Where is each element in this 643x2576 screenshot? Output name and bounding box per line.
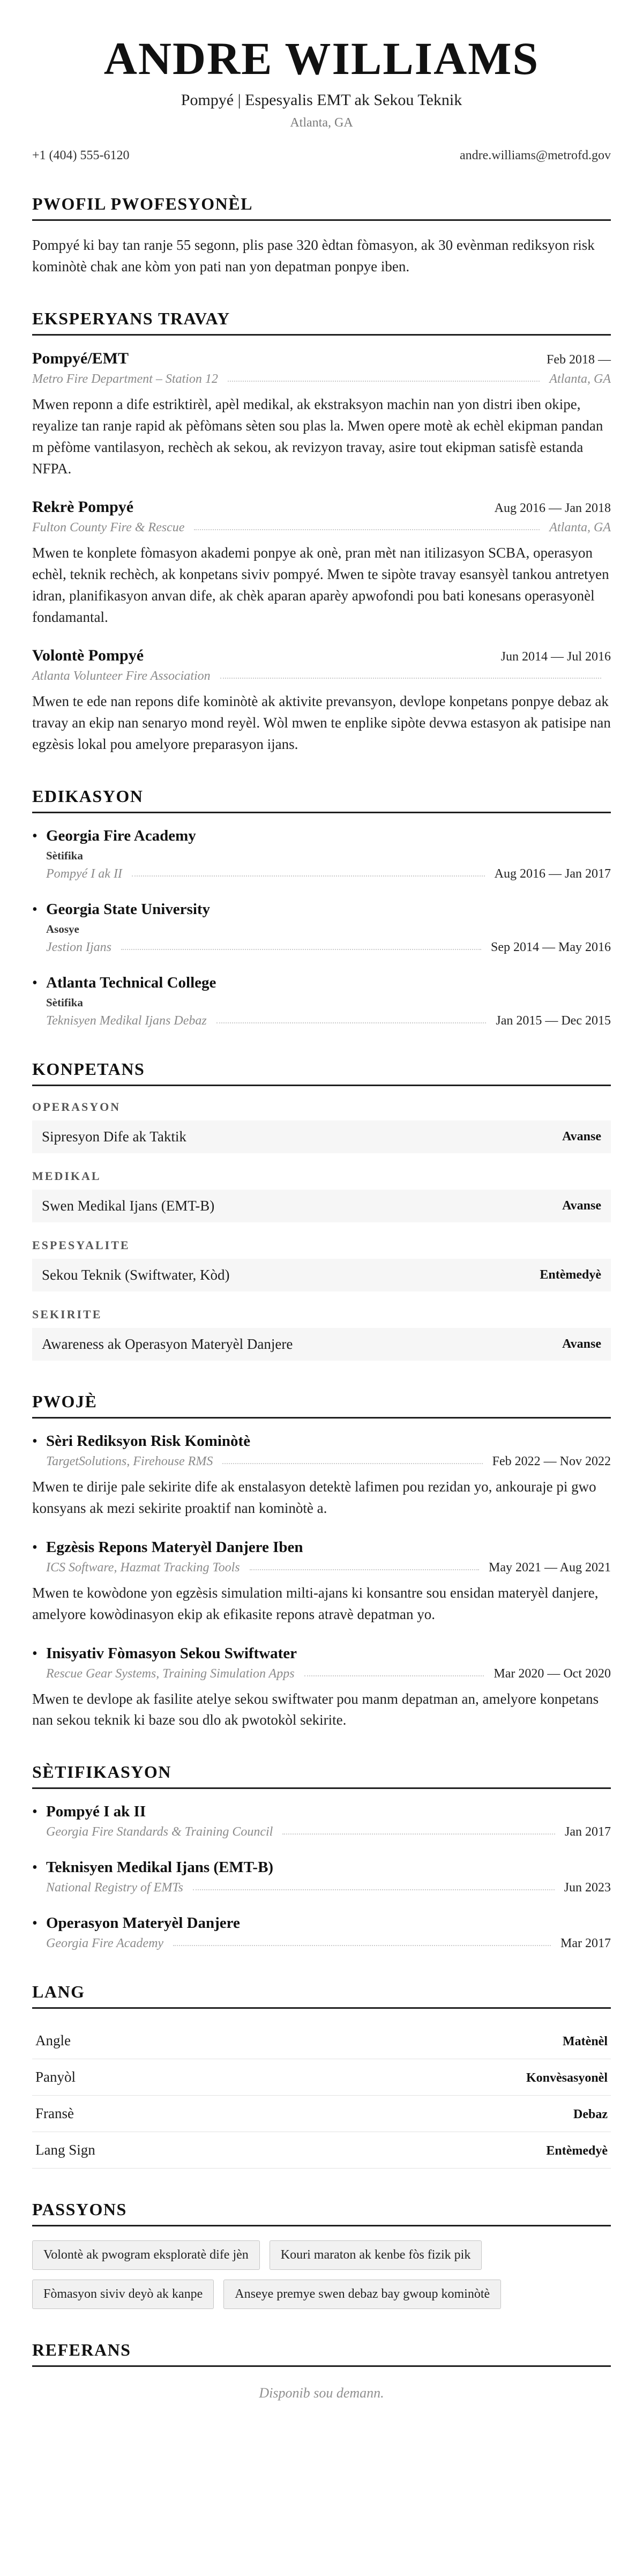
job-dates: Feb 2018 — [547,353,611,367]
section-projects [32,1392,611,1732]
field-of-study: Jestion Ijans [46,940,111,954]
skill-row [32,1259,611,1291]
section-profile [32,194,611,278]
degree-type: Sètifika [46,849,83,862]
skill-category: MEDIKAL [32,1169,101,1183]
skill-category: OPERASYON [32,1100,121,1113]
candidate-name: ANDRE WILLIAMS [103,33,540,84]
bullet-icon [32,828,46,845]
dotted-leader [194,529,540,530]
dotted-leader [132,875,485,877]
language-level: Debaz [573,2107,608,2122]
skill-name: Awareness ak Operasyon Materyèl Danjere [42,1335,293,1352]
language-name: Fransè [35,2105,74,2122]
project-item [32,1645,611,1732]
project-name: Sèri Rediksyon Risk Kominòtè [46,1432,251,1450]
education-dates: Sep 2014 — May 2016 [491,940,611,954]
job-description: Mwen reponn a dife estriktirèl, apèl medikal, ak ekstraksyon machin nan yon distri iben okipe, reyalize tan ranje rapid ak pèfòmans sèten sou plas la. Mwen opere motè ak echèl ekipman pandan m pèfòme vantilasyon, rechèch ak sekou, ak revizyon travay, asire tout ekipman satisfè estanda NFPA. [32,396,603,477]
job-location: Atlanta, GA [549,372,611,387]
dotted-leader [173,1945,551,1946]
project-tools: TargetSolutions, Firehouse RMS [46,1454,213,1468]
language-row [32,2132,611,2169]
bullet-icon [32,975,46,992]
skill-category: ESPESYALITE [32,1238,130,1252]
dotted-leader [304,1675,484,1676]
certification-date: Jun 2023 [564,1881,611,1895]
skill-category: SEKIRITE [32,1307,102,1321]
section-experience [32,309,611,755]
project-name: Inisyativ Fòmasyon Sekou Swiftwater [46,1644,297,1662]
dotted-leader [216,1022,487,1023]
school-name: Georgia State University [46,900,211,918]
language-level: Konvèsasyonèl [526,2071,608,2085]
references-section-title: REFERANS [32,2340,611,2367]
language-level: Matènèl [563,2035,608,2049]
project-description: Mwen te devlope ak fasilite atelye sekou swiftwater pou manm depatman an, amelyore konpetans nan sekou teknik ki baze sou dlo ak pwotokòl sekirite. [32,1690,599,1728]
skills-section-title: KONPETANS [32,1059,611,1086]
passion-chips [32,2240,611,2309]
passion-chip: Volontè ak pwogram eksploratè dife jèn [32,2240,260,2270]
language-level: Entèmedyè [546,2144,608,2158]
degree-type: Sètifika [46,996,83,1009]
skill-group [32,1238,611,1291]
bullet-icon [32,1433,46,1450]
job-description: Mwen te konplete fòmasyon akademi ponpye ak onè, pran mèt nan itilizasyon SCBA, operasyon echèl, teknik rechèch, ak konpetans siviv pompyé. Mwen te sipòte travay esansyèl tankou antretyen idran, planifikasyon anvan dife, ak chèk aparan aparèy apwofondi pou bati konesans operasyonèl fondamantal. [32,545,609,625]
language-row [32,2096,611,2132]
education-section-title: EDIKASYON [32,786,611,813]
skill-level: Avanse [562,1129,601,1144]
language-name: Lang Sign [35,2142,95,2158]
section-passions [32,2200,611,2309]
project-description: Mwen te dirije pale sekirite dife ak enstalasyon detektè lafimen pou rezidan yo, ankouraje pi gwo konsyans ak mezi sekirite proaktif nan kominòtè a. [32,1478,596,1516]
certification-item [32,1803,611,1839]
phone-number: +1 (404) 555-6120 [32,149,130,163]
job-title: Rekrè Pompyé [32,498,134,516]
company-name: Metro Fire Department – Station 12 [32,372,218,387]
job-title: Volontè Pompyé [32,646,144,664]
education-dates: Aug 2016 — Jan 2017 [494,866,611,881]
project-item [32,1539,611,1625]
skill-level: Avanse [562,1337,601,1351]
school-name: Atlanta Technical College [46,974,216,991]
job-location: Atlanta, GA [549,521,611,535]
school-name: Georgia Fire Academy [46,827,196,844]
certification-item [32,1859,611,1895]
passion-chip: Fòmasyon siviv deyò ak kanpe [32,2280,214,2309]
candidate-title: Pompyé | Espesyalis EMT ak Sekou Teknik [181,91,462,109]
company-name: Fulton County Fire & Rescue [32,521,185,535]
skill-name: Swen Medikal Ijans (EMT-B) [42,1197,215,1214]
certification-issuer: National Registry of EMTs [46,1881,183,1895]
job-dates: Aug 2016 — Jan 2018 [494,501,611,516]
job-dates: Jun 2014 — Jul 2016 [500,649,611,664]
project-dates: May 2021 — Aug 2021 [489,1560,611,1575]
project-dates: Feb 2022 — Nov 2022 [492,1454,611,1468]
experience-item [32,498,611,628]
section-education [32,786,611,1028]
email-address: andre.williams@metrofd.gov [459,149,611,163]
bullet-icon [32,1803,46,1821]
project-name: Egzèsis Repons Materyèl Danjere Iben [46,1538,303,1556]
section-skills [32,1059,611,1361]
profile-text: Pompyé ki bay tan ranje 55 segonn, plis pase 320 èdtan fòmasyon, ak 30 evènman rediksyon risk kominòtè chak ane kòm yon pati nan yon depatman ponpye iben. [32,237,595,275]
bullet-icon [32,901,46,918]
section-certifications [32,1762,611,1951]
dotted-leader [228,381,540,382]
section-references [32,2340,611,2401]
certification-name: Teknisyen Medikal Ijans (EMT-B) [46,1859,274,1876]
certification-item [32,1914,611,1951]
project-item [32,1432,611,1519]
education-dates: Jan 2015 — Dec 2015 [496,1013,611,1028]
skill-name: Sipresyon Dife ak Taktik [42,1128,186,1145]
project-dates: Mar 2020 — Oct 2020 [494,1666,611,1681]
dotted-leader [282,1833,555,1835]
skill-row [32,1120,611,1153]
field-of-study: Teknisyen Medikal Ijans Debaz [46,1013,207,1028]
project-description: Mwen te kowòdone yon egzèsis simulation milti-ajans ki konsantre sou ensidan materyèl danjere, amelyore kowòdinasyon ekip ak efikasite repons atravè depatman yo. [32,1584,599,1622]
section-languages [32,1982,611,2169]
skill-group [32,1169,611,1222]
dotted-leader [250,1569,479,1570]
certification-date: Jan 2017 [565,1825,611,1839]
project-tools: ICS Software, Hazmat Tracking Tools [46,1560,240,1575]
experience-section-title: EKSPERYANS TRAVAY [32,309,611,336]
education-item [32,901,611,955]
bullet-icon [32,1859,46,1876]
dotted-leader [222,1463,482,1464]
bullet-icon [32,1539,46,1556]
certification-name: Operasyon Materyèl Danjere [46,1914,240,1932]
skill-level: Entèmedyè [540,1267,601,1282]
skill-row [32,1328,611,1361]
certification-name: Pompyé I ak II [46,1803,146,1821]
languages-section-title: LANG [32,1982,611,2009]
language-row [32,2023,611,2059]
passion-chip: Kouri maraton ak kenbe fòs fizik pik [270,2240,482,2270]
skill-row [32,1190,611,1222]
contact-row [32,149,611,163]
language-row [32,2059,611,2096]
job-description: Mwen te ede nan repons dife kominòtè ak aktivite prevansyon, devlope konpetans ponpye debaz ak travay an ekip nan senaryo mond reyèl. Wòl mwen te enplike sipòte devwa estasyon ak patisipe nan egzèsis lokal pou amelyore preparasyon ijans. [32,693,611,752]
passions-section-title: PASSYONS [32,2200,611,2226]
projects-section-title: PWOJÈ [32,1392,611,1419]
dotted-leader [193,1889,555,1890]
dotted-leader [220,678,601,679]
job-title: Pompyé/EMT [32,350,129,368]
field-of-study: Pompyé I ak II [46,866,122,881]
degree-type: Asosye [46,922,79,936]
resume-header [32,34,611,163]
language-name: Angle [35,2032,71,2049]
passion-chip: Anseye premye swen debaz bay gwoup kominòtè [223,2280,501,2309]
certification-issuer: Georgia Fire Standards & Training Council [46,1825,273,1839]
certification-date: Mar 2017 [560,1936,611,1951]
education-item [32,974,611,1028]
dotted-leader [121,949,481,950]
bullet-icon [32,1915,46,1932]
references-note: Disponib sou demann. [259,2385,384,2401]
profile-section-title: PWOFIL PWOFESYONÈL [32,194,611,221]
certification-issuer: Georgia Fire Academy [46,1936,164,1951]
project-tools: Rescue Gear Systems, Training Simulation Apps [46,1666,295,1681]
skill-group [32,1308,611,1361]
language-name: Panyòl [35,2069,76,2085]
bullet-icon [32,1645,46,1662]
education-item [32,827,611,881]
certifications-section-title: SÈTIFIKASYON [32,1762,611,1789]
skill-group [32,1100,611,1153]
experience-item [32,647,611,755]
company-name: Atlanta Volunteer Fire Association [32,669,211,683]
experience-item [32,350,611,480]
candidate-location: Atlanta, GA [290,116,353,130]
skill-level: Avanse [562,1198,601,1213]
skill-name: Sekou Teknik (Swiftwater, Kòd) [42,1266,230,1283]
